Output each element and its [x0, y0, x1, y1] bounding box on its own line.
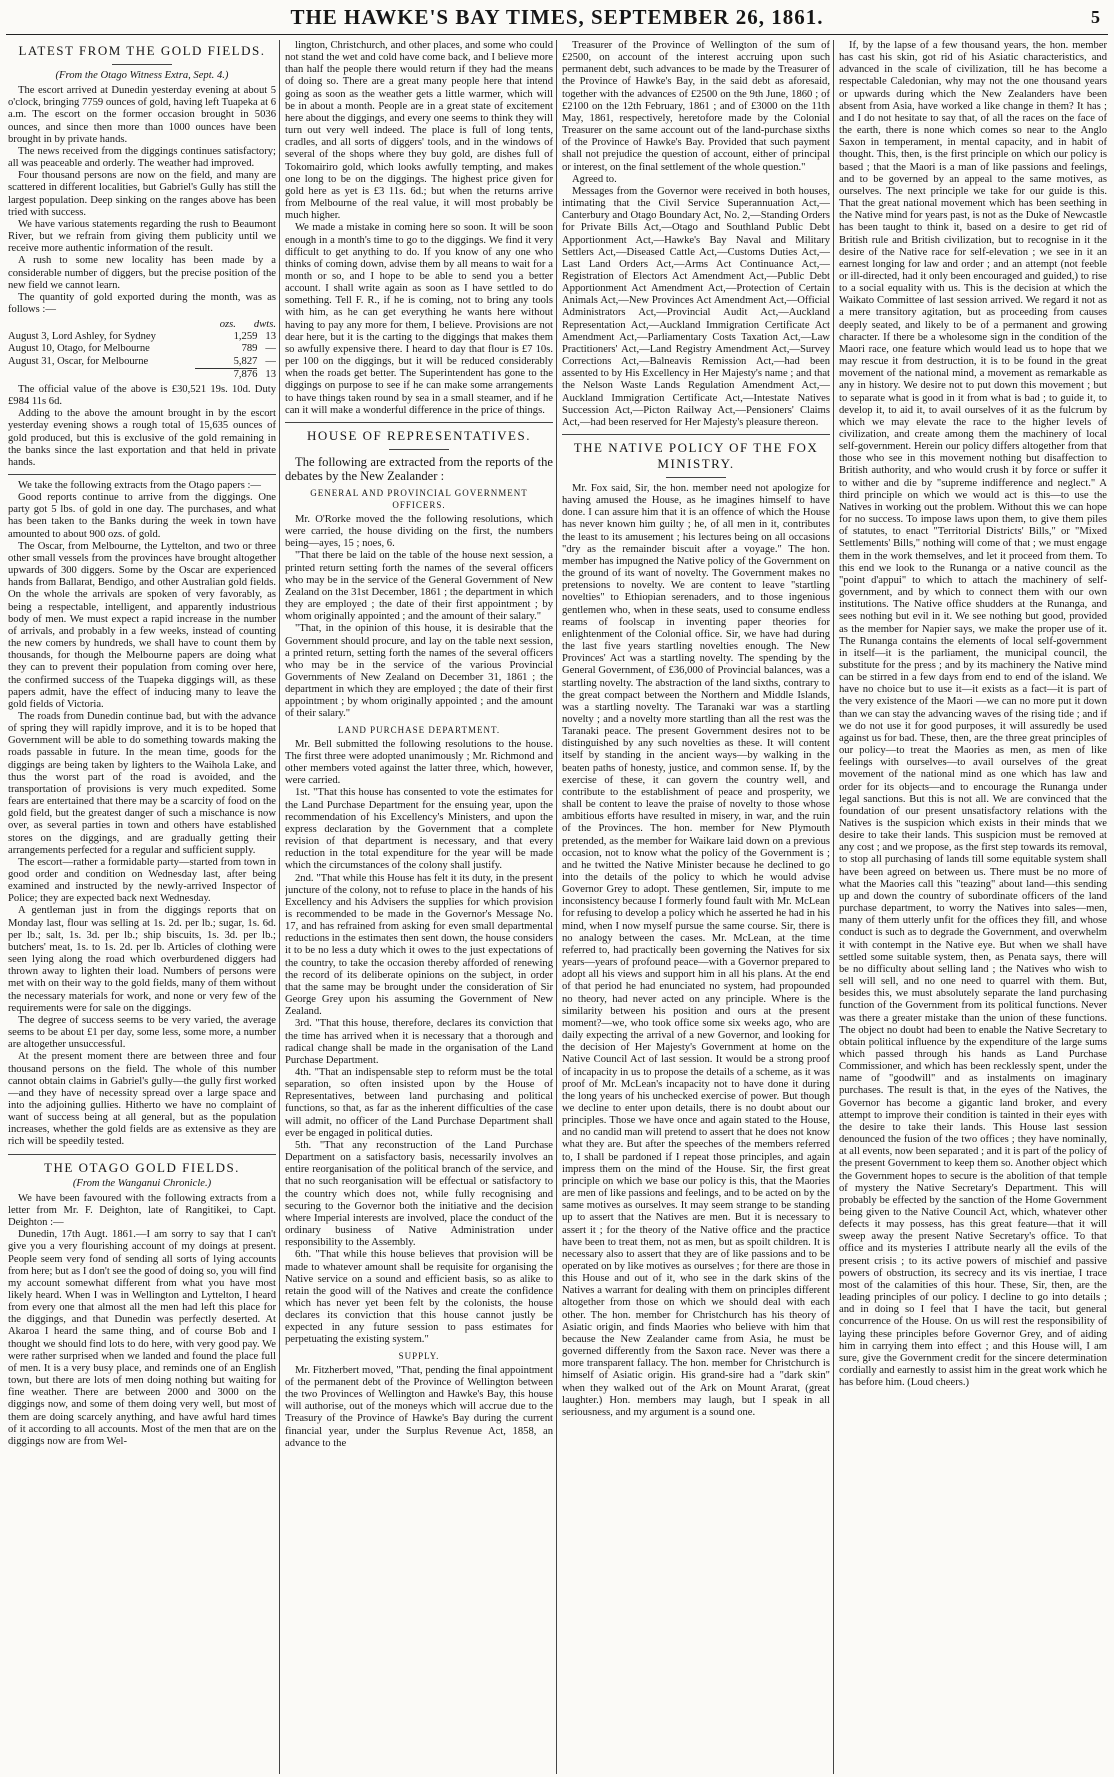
paragraph: Mr. Fitzherbert moved, "That, pending the final appointment of the permanent debt of the Province of Wellington between the two Provinces of Wellington and Hawke's Bay, this house will authorise, out of the moneys which will accrue due to the Treasury of the Province of Hawke's Bay during the current financial year, under the Surplus Revenue Act, 1858, an advance to the [285, 1364, 553, 1449]
total-dwts: 13 [265, 368, 276, 380]
paragraph: A gentleman just in from the diggings reports that on Monday last, flour was selling at 1s. 2d. per lb.; sugar, 1s. 6d. per lb.; salt, 1s. 3d. per lb.; ship biscuits, 1s. 3d. per lb.; butchers' meat, 1s. to 1s. 2d. per lb. Articles of clothing were seen lying along the road which overburdened diggers had thrown away to lighten their load. Numbers of persons were met with on their way to the gold fields, many of them without the necessary materials for work, and none or very few of the requirements were for sale on the diggings. [8, 905, 276, 1014]
article-body [8, 1193, 276, 1448]
divider [562, 434, 830, 435]
table-total-row [8, 368, 276, 381]
paragraph: We have various statements regarding the rush to Beaumont River, but we refrain from giving them publicity until we receive more authentic information of the result. [8, 218, 276, 255]
article-body [285, 40, 553, 417]
table-header-cell: dwts. [253, 319, 276, 331]
paragraph: A rush to some new locality has been made by a considerable number of diggers, but the precise position of the new field we cannot learn. [8, 255, 276, 291]
paragraph: Agreed to. [572, 173, 617, 185]
column-4 [839, 40, 1107, 1774]
gold-export-table [8, 319, 276, 381]
divider [8, 474, 276, 475]
article-intro: The following are extracted from the reports of the debates by the New Zealander : [285, 454, 553, 484]
paragraph: If, by the lapse of a few thousand years, the hon. member has cast his skin, got rid of his Asiatic characteristics, and advanced in the scale of civilization, till he has become a respectable Caledonian, why may not the one thousand years or upwards during which the New Zealanders have been absent from Asia, have worked a like change in them? It has ; and I do not hesitate to say that, of all the races on the face of the earth, there is none which comes so near to the Anglo Saxon in temperament, in mental capacity, and in habit of thought. This, then, is the first principle on which our policy is based ; that the Maori is a man of like passions and feelings, and to be governed by an appeal to the same motives, as ourselves. The next principle we take for our guide is this. That the great national movement which has been seething in the Native mind for years past, is not as the Duke of Newcastle has been taught to think it, based on a desire to get rid of British rule and British civilization, but to recognise in it the desire of the Native race for self-elevation ; we see in it an earnest longing for law and order ; and an attempt (not feeble or ill-directed, had it only been encouraged and guided,) to rise to a social equality with us. This is the decision at which the Waikato Committee of last session arrived. We regard it not as a mere transitory agitation, but as proceeding from causes deeply seated, and likely to be of a permanent and growing character. If there be a wholesome sign in the condition of the Maori race, one feature which would lead us to hope that we may rescue it from destruction, it is to be found in the great movement of the national mind, a movement as remarkable as any in history. We desire not to put down this movement ; but to separate what is good in it from what is bad ; to guide it, to develop it, to aid it, to avail ourselves of it as the fulcrum by which we may elevate the race to the higher levels of civilization, and create among them the machinery of local self-government. Herein our policy differs altogether from that those who see in this movement nothing but disaffection to British authority, and who would crush it by force or suffer it to wither and die by "supreme indifference and neglect." A third principle on which we would act is this—to use the Natives in working out the problem. Without this we can hope for no success. To impose laws upon them, to give them piles of statutes, to enact "Territorial Districts' Bills," or "Mixed Settlements' Bills," nothing will come of that ; we must engage them in the work themselves, and let it proceed from them. To this end we look to the Runanga or a native council as the "point d'appui" to which to attach the machinery of self-government, and by which to connect them with our own institutions. The Native office shudders at the Runanga, and sees nothing but evil in it. We see nothing but good, provided as the member for Napier says, we make the proper use of it. The Runanga contains the elements of local self-government in itself—it is the parliament, the municipal council, the substitute for the press ; and by its machinery the Native mind can be stirred in a few days from end to end of the island. We have no choice but to use it—it exists as a fact—it is part of the very existence of the Maori —we can no more put it down than we can stay the advancing waves of the rising tide ; and if we do not use it for good purposes, it will assuredly be used against us for bad. These, then, are the three great principles of our policy—to treat the Maories as men, as men of like feelings with ourselves—to avail ourselves of the great movement of the national mind as one which has law and order for its objects—and to encourage the Runanga under legal sanctions. But this is not all. We are convinced that the foundation of our present unsatisfactory relations with the Natives is the suspicion which exists in their minds that we desire to take their lands. This suspicion must be removed at any cost ; and we propose, as the first step towards its removal, to stop all purchasing of lands till some equitable system shall have been agreed on between us. There must be no more of what the Maories call this "teazing" about land—this sending up and down the country of subordinate officers of the land purchase department, to worry the Natives into sales—men, many of them utterly unfit for the offices they fill, and whose conduct is such as to degrade the Government, and overwhelm it with contempt in the Native eye. But when we shall have settled some suitable system, then, as Penata says, there will be no difficulty about selling land ; the Natives who wish to sell will sell, and no one need to quarrel with them. But, besides this, we must absolutely separate the land purchasing function of the Government from its political functions. Never was there a greater mistake than the union of these functions. The object no doubt had been to enable the Native Secretary to obtain political influence by the expenditure of the large sums which passed through his hands as Land Purchase Commissioner, and which has been recklessly spent, under the name of "goodwill" and as instalments on imaginary purchases. The result is that, in the eyes of the Natives, the Governor has become a gigantic land broker, and every attempt to improve their condition is tainted in their eyes with the desire to take their lands. This House last session denounced the fusion of the two offices ; they have nominally, at all events, now been separated ; and it is part of the policy of the present Government to keep them so. Another object which the Government hopes to secure is the abolition of that temple of mystery the Native Secretary's Department. This will probably be effected by the sanction of the Home Government being given to the Native Council Act, which, whatever other defects it may possess, has this great feature—that it will sweep away the present Native Secretary's office. To that office and its mysteries I attribute nearly all the evils of the present crisis ; to its active powers of mischief and passive powers of obstruction, its secrecy and its vis inertiae, I trace most of the calamities of this hour. These, Sir, then, are the leading principles of our policy. I decline to go into details ; and in doing so I feel that I have the tacit, but general concurrence of the House. On us will rest the responsibility of laying these principles before Governor Grey, and of aiding him in carrying them into effect ; and this House will, I am sure, give the Government credit for the sincere determination cordially and earnestly to assist him in the great work which he has before him. (Loud cheers.) [839, 40, 1107, 1389]
article-body [285, 1365, 553, 1450]
paragraph: Four thousand persons are now on the field, and many are scattered in different localities, but Gabriel's Gully has still the largest population. Deep sinking on the ranges above has been tried with success. [8, 170, 276, 218]
section-subheading: LAND PURCHASE DEPARTMENT. [337, 724, 501, 735]
table-cell-ozs: 789 [241, 343, 258, 355]
paragraph: Dunedin, 17th Augt. 1861.—I am sorry to say that I can't give you a very flourishing account of my doings at present. People seem very fond of sending all sorts of lying accounts from here; but as I don't see the good of doing so, you will find my account somewhat different from what you have most likely heard. When I was in Wellington and Lyttelton, I heard from every one that almost all the men had left this place for the diggings, and that Dunedin was perfectly deserted. At Akaroa I heard the same thing, and of course Bob and I thought we should find lots to do here, with very good pay. We were rather surprised when we landed and found the place full of men. It is a very busy place, and reminds one of an English town, but there are lots of men doing nothing but waiting for fine weather. There are between 2000 and 3000 on the diggings now, and some of them doing very well, but most of them are doing scarcely anything, and have awful hard times of it according to all accounts. Most of the men that are on the diggings now are from Wel- [8, 1229, 276, 1447]
paragraph: 2nd. "That while this House has felt it its duty, in the present juncture of the colony, not to refuse to place in the hands of his Excellency and his Advisers the supplies for which provision is recommended to be made in the Governor's Message No. 17, and has refrained from asking for even small departmental reductions in the estimates then sent down, the house considers it to be no less a duty which it owes to the just expectations of the country, to take the occasion thereby afforded of renewing the record of its deliberate opinions on the subject, in order that the same may be brought under the consideration of Sir George Grey upon his assuming the Government of New Zealand. [285, 872, 553, 1018]
paragraph: 5th. "That any reconstruction of the Land Purchase Department on a satisfactory basis, necessarily involves an entire reorganisation of the political branch of the service, and that no such reorganisation will be effectual or satisfactory to the country which does not, while fully recognising and securing to the Governor both the initiative and the decision where Imperial interests are involved, place the conduct of the ordinary business of Native Administration under responsibility to the Assembly. [285, 1139, 553, 1249]
article-body [285, 739, 553, 1347]
article-source: (From the Otago Witness Extra, Sept. 4.) [55, 70, 229, 81]
divider [8, 1154, 276, 1155]
paragraph: The roads from Dunedin continue bad, but with the advance of spring they will rapidly improve, and it is to be hoped that Government will be able to do something towards making the roads passable in future. In the mean time, goods for the diggings are being taken by lighters to the Waihola Lake, and thus the worst part of the road is avoided, and the transportation of provisions is very much expedited. Some fears are entertained that there may be a scarcity of food on the gold field, but the greatest danger of such a mischance is now over, as several parties in town and others have established stores on the diggings, and are gradually getting their arrangements perfected for a regular and sufficient supply. [8, 710, 276, 856]
divider [389, 449, 449, 450]
paragraph: "That, in the opinion of this house, it is desirable that the Government should procure, and lay on the table next session, a printed return, setting forth the names of the several officers who may be in the service of the various Provincial Governments of New Zealand on December 31, 1861 ; the department in which they are employed ; the date of their first appointment ; by whom originally appointed ; and the amount of their salary." [285, 623, 553, 720]
paragraph: Adding to the above the amount brought in by the escort yesterday evening shows a rough total of 15,635 ounces of gold produced, but this is exclusive of the gold remaining in the banks since the last exportation and that held in private hands. [8, 408, 276, 468]
article-body [8, 85, 276, 316]
paragraph: The degree of success seems to be very varied, the average seems to be about £1 per day, some less, some more, a number are altogether unsuccessful. [8, 1014, 276, 1051]
article-heading: THE OTAGO GOLD FIELDS. [44, 1159, 240, 1175]
table-rows [8, 331, 276, 367]
table-cell-label: August 10, Otago, for Melbourne [8, 343, 150, 355]
paragraph: The escort—rather a formidable party—started from town in good order and condition on Wednesday last, after being examined and instructed by the newly-arrived Inspector of Police; they are expected back next Wednesday. [8, 856, 276, 905]
paragraph: Mr. Fox said, Sir, the hon. member need not apologize for having amused the House, as he imagines himself to have done. I can assure him that it is an offence of which the House has never known him guilty ; he, of all men in it, contributes the least to its amusement ; his lectures being on all occasions "dry as the remainder biscuit after a voyage." The hon. member has impugned the Native policy of the Government on the ground of its want of novelty. The Government makes no pretensions to novelty. We are content to leave "startling novelties" to Ethiopian serenaders, and to those ingenious gentlemen who, when in these seats, used to consume endless reams of foolscap in inventing paper theories for enlightenment of the Colonial office. Sir, we have had during the last five years startling novelties enough. The New Provinces' Act was a startling novelty. The spending by the General Government, of £36,000 of Provincial balances, was a startling novelty. The abstraction of the land sixths, contrary to the great compact between the Northern and Middle Islands, was a startling novelty. The Taranaki war was a startling novelty ; and a novelty more startling than all the rest was the Taranaki peace. The present Government desires not to be distinguished by any such novelties as these. It will content itself by standing in the ancient ways—by walking in the beaten paths of honesty, justice, and common sense. If, by the exercise of these, it can govern the country well, and contribute to the establishment of peace and prosperity, we shall be content to leave the praise of novelty to those whose ambitious efforts have resulted in misery, in war, and the ruin of the Provinces. The hon. member for New Plymouth pretended, as the member for Waikare laid down on a previous occasion, not to know what the policy of the Government is ; and he twitted the Native Minister because he declined to go into the details of the policy to which he would advise Governor Grey to adopt. These gentlemen, Sir, impute to me inconsistency because I formerly found fault with Mr. McLean for refusing to develop a policy which he asserted he had in his mind, when I now myself pursue the same course. Sir, there is no analogy between the cases. Mr. McLean, at the time referred to, had practically been governing the Natives for six years—years of profound peace—with a Governor prepared to adopt all his views and support him in all his plans. At the end of that period he had enunciated no system, had propounded no theory, had never acted on any principle. Where is the similarity between his position and ours at the present moment?—we, who took office some six weeks ago, who are daily expecting the arrival of a new Governor, and looking for the decision of Her Majesty's Government at home on the Native Council Act of last session. It would be a strong proof of incapacity in us to propose the details of a scheme, as it was proof of Mr. McLean's incapacity not to have done it during the long years of his unchecked exercise of power. But though we decline to enter upon details, there is no doubt about our principles. Those we have once and again stated to the House, and no candid man will pretend to assert that he does not know what they are. But after the speeches of the members referred to, I shall be pardoned if I repeat those principles, and again impress them on the mind of the House. Sir, the first great principle on which we base our policy is this, that the Maories are men of like passions and feelings, and to be acted on by the same motives as ourselves. It may seem strange to be standing up to assert that the Natives are men. But it is necessary to assert it ; for the theory of the Native office and the practice have been to treat them, not as men, but as spoilt children. It is necessary also to assert that they are of like passions and to be operated on by like motives as ourselves ; for there are those in this House and out of it, who see in the dark skins of the Natives a warrant for dealing with them on principles different altogether from those on which we should deal with each other. The hon. member for Christchurch has his theory of Asiatic origin, and finds Maories who believe with him that because the New Zealander came from Asia, he must be governed differently from the Saxon race. Never was there a more transparent fallacy. The hon. member for Christchurch is himself of Asiatic origin. His grand-sire had a "dark skin" when they walked out of the Ark on Mount Ararat, (great laughter.) Hon. members may laugh, but I speak in all seriousness, and my argument is a sound one. [562, 483, 830, 1418]
article-heading: HOUSE OF REPRESENTATIVES. [307, 427, 531, 443]
column-rule [556, 40, 557, 1774]
article-heading: LATEST FROM THE GOLD FIELDS. [18, 43, 266, 58]
article-body [839, 40, 1107, 1389]
total-ozs: 7,876 [195, 368, 257, 381]
page-number: 5 [1091, 7, 1100, 27]
column-2 [285, 40, 553, 1774]
article-body [8, 480, 276, 1149]
divider [666, 477, 726, 478]
table-cell-ozs: 1,259 [233, 331, 258, 343]
paragraph: Treasurer of the Province of Wellington of the sum of £2500, on account of the interest accruing upon such permanent debt, such advances to be made by the Treasurer of the Province of Hawke's Bay, in the said debt as aforesaid, together with the advances of £2500 on the 9th June, 1860 ; of £2100 on the 12th February, 1861 ; and of £3000 on the 11th May, 1861, respectively, heretofore made by the Colonial Treasurer on the same account out of the land-purchase sixths of the Province of Hawke's Bay. Provided that such payment shall not prejudice the question of account, either of principal or interest, on the final settlement of the whole question." [562, 40, 830, 173]
paragraph: Good reports continue to arrive from the diggings. One party got 5 lbs. of gold in one day. The purchases, and what has been taken to the Banks during the week in town have amounted to about 900 ozs. of gold. [8, 492, 276, 540]
paragraph: The Oscar, from Melbourne, the Lyttelton, and two or three other small vessels from the provinces have brought altogether upwards of 300 diggers. Some by the Oscar are experienced hands from Ballarat, Bendigo, and other Australian gold fields. On the whole the arrivals are spoken of very favorably, as being a respectable, intelligent, and apparently industrious body of men. We must expect a rapid increase in the number of arrivals, and probably in a few weeks, instead of counting the new comers by hundreds, we shall have to count them by thousands, for though the Melbourne papers are doing what they can to prevent their population from coming over here, the confirmed success of the Tuapeka diggings will, as these papers admit, have the effect of inducing many to leave the gold fields of Victoria. [8, 540, 276, 710]
paragraph: 4th. "That an indispensable step to reform must be the total separation, so often insisted upon by the House of Representatives, between land purchasing and political functions, so that, as far as the inherent difficulties of the case will admit, no officer of the Land Purchase Department shall ever be engaged in political duties. [285, 1067, 553, 1139]
article-body [562, 483, 830, 1419]
paragraph: 3rd. "That this house, therefore, declares its conviction that the time has arrived when it is necessary that a thorough and radical change shall be made in the organisation of the Land Purchase Department. [285, 1018, 553, 1066]
table-header [8, 319, 276, 331]
table-row [8, 343, 276, 355]
article-heading: THE NATIVE POLICY OF THE FOX MINISTRY. [573, 440, 819, 471]
divider [285, 422, 553, 423]
table-cell-dwts: 13 [265, 331, 276, 343]
table-cell-dwts: — [265, 343, 276, 355]
paragraph: We made a mistake in coming here so soon. It will be soon enough in a month's time to go to the diggings. We find it very difficult to get anything to do. If you know of any one who thinks of coming down, advise them by all means to wait for a month or so, and I hope to be able to send you a better account. I shall write again as soon as I have settled to do something. Tell F. R., if he is coming, not to bring any tools with him, as he can get everything he wants here without having to pay any more for them, I believe. Provisions are not dear here, but it is the carting to the diggings that makes them so awfully expensive there. I heard to day that flour is £7 10s. per 100 on the diggings, but it will be reduced considerably when the roads get better. The Superintendent has gone to the diggings on purpose to see if he can make some arrangements to have things taken round by sea in a small steamer, and if he can it will make a wonderful difference in the price of things. [285, 222, 553, 416]
paragraph: "That there be laid on the table of the house next session, a printed return setting forth the names of the several officers who may be in the service of the General Government of New Zealand on the 31st December, 1861 ; the department in which they are employed ; the date of their first appointment ; by whom originally appointed ; and the amount of their salary." [285, 550, 553, 623]
column-rule [833, 40, 834, 1774]
column-rule [279, 40, 280, 1774]
article-body [8, 384, 276, 469]
paragraph: 6th. "That while this house believes that provision will be made to whatever amount shall be requisite for organising the Native service on a sound and efficient basis, so as alike to retain the good will of the Natives and create the confidence which has never yet been felt by the colonists, the house declares its conviction that this house cannot justly be expected in any future session to pass estimates for perpetuating the existing system." [285, 1249, 553, 1346]
paragraph: The official value of the above is £30,521 19s. 10d. Duty £984 11s 6d. [8, 383, 276, 408]
table-header-cell: ozs. [219, 319, 236, 331]
paragraph: We take the following extracts from the Otago papers :— [18, 480, 262, 491]
paragraph: 1st. "That this house has consented to vote the estimates for the Land Purchase Department for the ensuing year, upon the recommendation of his Excellency's Ministers, and upon the express declaration by the Government that a complete revision of that department is necessary, and that every reduction in the total expenditure for the year will be made which the circumstances of the colony shall justify. [285, 787, 553, 872]
table-cell-ozs: 5,827 [233, 355, 258, 367]
section-subheading: SUPPLY. [398, 1350, 440, 1361]
paragraph: We have been favoured with the following extracts from a letter from Mr. F. Deighton, late of Rangitikei, to Capt. Deighton :— [8, 1192, 276, 1229]
table-cell-label: August 3, Lord Ashley, for Sydney [8, 331, 156, 343]
paragraph: Mr. O'Rorke moved the the following resolutions, which were carried, the house dividing on the first, the numbers being—ayes, 15 ; noes, 6. [285, 513, 553, 550]
column-1 [8, 40, 276, 1774]
masthead-title: THE HAWKE'S BAY TIMES, SEPTEMBER 26, 1861. [290, 5, 824, 29]
table-cell-label: August 31, Oscar, for Melbourne [8, 355, 149, 367]
table-row [8, 356, 276, 368]
article-body [562, 40, 830, 429]
divider [112, 64, 172, 65]
paragraph: Mr. Bell submitted the following resolutions to the house. The first three were adopted unanimously ; Mr. Richmond and other members voted against the latter three, which, however, were carried. [285, 738, 553, 787]
paragraph: The escort arrived at Dunedin yesterday evening at about 5 o'clock, bringing 7759 ounces of gold, having left Tuapeka at 6 a.m. The escort on the former occasion brought in 5036 ounces, and since then more than 1000 ounces have been brought in by private hands. [8, 85, 276, 145]
table-row [8, 331, 276, 343]
paragraph: The quantity of gold exported during the month, was as follows :— [8, 291, 276, 315]
column-3 [562, 40, 830, 1774]
masthead-rule [6, 34, 1108, 35]
masthead [0, 0, 1114, 36]
article-source: (From the Wanganui Chronicle.) [72, 1177, 212, 1189]
table-cell-dwts: — [265, 355, 276, 367]
paragraph: Messages from the Governor were received in both houses, intimating that the Civil Service Superannuation Act,—Canterbury and Otago Boundary Act, No. 2,—Standing Orders for Private Bills Act,—Otago and Southland Public Debt Apportionment Act,—Hawke's Bay Naval and Military Settlers Act,—Diseased Cattle Act,—Customs Duties Act,—Last Land Orders Act,—Arms Act Continuance Act,—Registration of Electors Act Amendment Act,—Public Debt Apportionment Act Amendment Act,—Protection of Certain Animals Act,—New Provinces Act Amendment Act,—Official Administrators Act,—Provincial Audit Act,—Auckland Representation Act,—Auckland Immigration Certificate Act Amendment Act,—Parliamentary Costs Taxation Act,—Law Practitioners' Act,—Land Registry Amendment Act,—Survey Corrections Act,—Balneavis Remission Act,—had been assented to by His Excellency in Her Majesty's name ; and that the Nelson Waste Lands Regulation Amendment Act,—Auckland Immigration Certificate Act,—Intestate Natives Succession Act,—Picton Railway Act,—Pensioners' Claims Act,—had been reserved for Her Majesty's pleasure thereon. [562, 185, 830, 428]
paragraph: The news received from the diggings continues satisfactory; all was peaceable and orderly. The weather had improved. [8, 145, 276, 170]
paragraph: lington, Christchurch, and other places, and some who could not stand the wet and cold have come back, and I believe more than half the people there would return if they had the means of doing so. There are a great many people here that intend going as soon as the weather gets a little warmer, which will be in about a month. People are in a great state of excitement here about the diggings, and every one seems to think they will turn out very well indeed. The place is full of long tents, cradles, and all sorts of diggers' tools, and in the windows of several of the shops where they buy gold, are dishes full of Tokomairiro gold, which looks awfully tempting, and makes one long to be on the diggings. The highest price given for gold here as yet is £3 11s. 6d.; but when the returns arrive from Melbourne of the real value, it will most probably be much higher. [285, 40, 553, 222]
paragraph: At the present moment there are between three and four thousand persons on the field. The whole of this number cannot obtain claims in Gabriel's gully—the gully first worked—and they have of necessity spread over a large space and into the adjoining gullies. Hitherto we have no complaint of want of success being at all general, but as the population increases, whether the gold fields are as extensive as they are rich will be speedily tested. [8, 1051, 276, 1148]
article-body [285, 514, 553, 721]
section-subheading: GENERAL AND PROVINCIAL GOVERNMENT OFFICERS. [310, 487, 528, 510]
